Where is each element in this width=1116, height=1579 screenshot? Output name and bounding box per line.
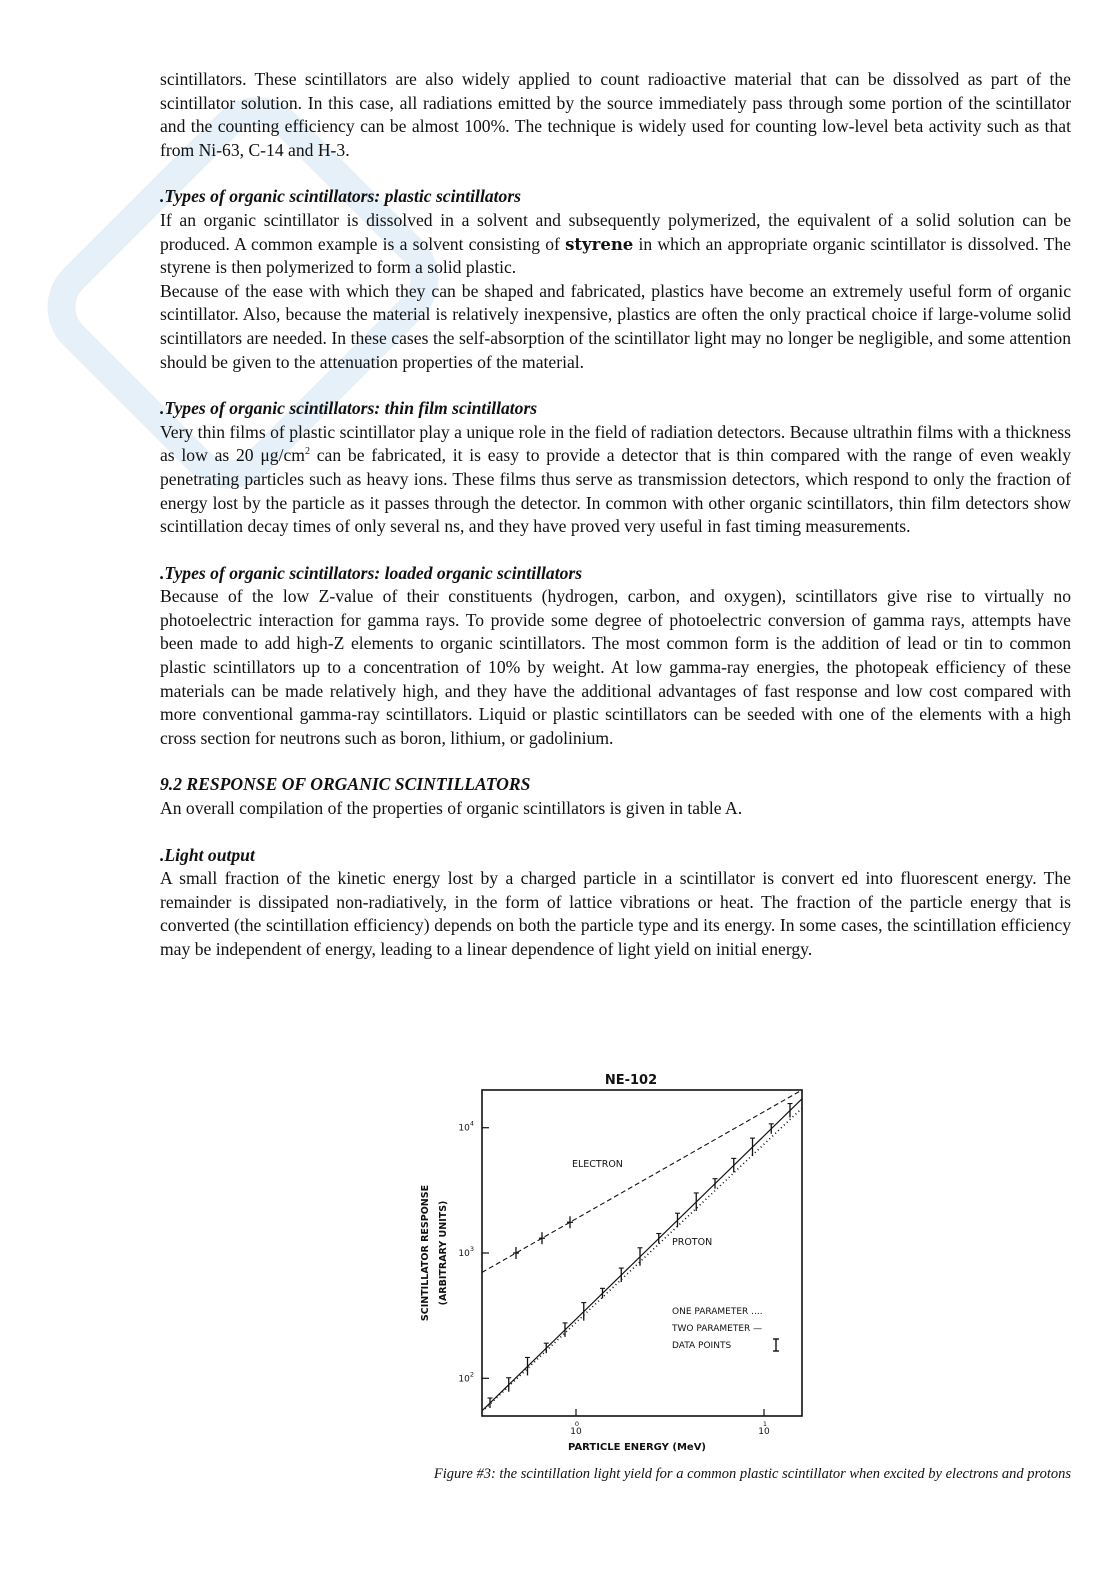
text-run: Very thin films of plastic scintillator play a unique role in the field of radiation detectors. Because ultrathin films with a thickness as low as 20 μg/cm [160,421,1071,466]
x-axis-label: PARTICLE ENERGY (MeV) [567,1442,707,1453]
annotation-proton: PROTON [672,1237,713,1248]
y-axis-label-units: (ARBITRARY UNITS) [438,1200,449,1306]
series-line-proton-one-parameter [485,1108,802,1409]
section-heading: .Types of organic scintillators: loaded organic scintillators [160,562,583,583]
legend-entry: ONE PARAMETER .... [672,1307,763,1317]
annotation-electron: ELECTRON [572,1159,623,1170]
paragraph: A small fraction of the kinetic energy lost by a charged particle in a scintillator is convert ed into fluorescent energy. The remainder is dissipated non-radiatively, in the form of lattice vibrations or heat. The fraction of the particle energy that is converted (the scintillation efficiency) depends on both the particle type and its energy. In some cases, the scintillation efficiency may be independent of energy, leading to a linear dependence of light yield on initial energy. [160,868,1071,959]
x-tick-label: 10 [758,1427,770,1437]
page-body [160,68,1071,962]
paragraph: Because of the ease with which they can be shaped and fabricated, plastics have become an extremely useful form of organic scintillator. Also, because the material is relatively inexpensive, plastics are often the only practical choice if large-volume solid scintillators are needed. In these cases the self-absorption of the scintillator light may no longer be negligible, and some attention should be given to the attenuation properties of the material. [160,280,1071,372]
legend-errorbar-icon [773,1339,779,1351]
paragraph [160,421,1071,539]
figure-chart [412,1068,812,1463]
paragraph [160,209,1071,280]
text-run: in which an appropriate organic scintillator is dissolved. The styrene is then polymerized to form a solid plastic. [160,233,1071,278]
section-heading: .Light output [160,844,255,865]
x-tick-label: 10 [570,1427,582,1437]
section-heading: 9.2 RESPONSE OF ORGANIC SCINTILLATORS [160,774,531,795]
text-run: If an organic scintillator is dissolved in a solvent and subsequently polymerized, the equivalent of a solid solution can be produced. A common example is a solvent consisting of [160,209,1071,254]
legend [671,1307,779,1351]
text-run: can be fabricated, it is easy to provide a detector that is thin compared with the range of even weakly penetrating particles such as heavy ions. These films thus serve as transmission detectors, which respond to only the fraction of energy lost by the particle as it passes through the detector. In common with other organic scintillators, thin film detectors show scintillation decay times of only several ns, and they have proved very useful in fast timing measurements. [160,445,1071,537]
series-line-electron [482,1090,802,1272]
chart-title: NE-102 [604,1073,658,1088]
paragraph: scintillators. These scintillators are also widely applied to count radioactive material that can be dissolved as part of the scintillator solution. In this case, all radiations emitted by the source immediately pass through some portion of the scintillator and the counting efficiency can be almost 100%. The technique is widely used for counting low-level beta activity such as that from Ni-63, C-14 and H-3. [160,69,1071,160]
section-heading: .Types of organic scintillators: plastic scintillators [160,186,522,207]
chart-svg [412,1068,812,1463]
section-heading: .Types of organic scintillators: thin film scintillators [160,398,538,419]
y-tick-label: $10^3$ [458,1245,474,1259]
y-axis-label: SCINTILLATOR RESPONSE [420,1184,431,1322]
bold-term: styrene [565,234,634,254]
figure-caption: Figure #3: the scintillation light yield for a common plastic scintillator when excited by electrons and protons [433,1466,1071,1482]
y-tick-label: $10^4$ [458,1119,474,1134]
legend-entry: TWO PARAMETER — [672,1324,763,1334]
plot-frame [482,1090,802,1416]
legend-entry: DATA POINTS [672,1341,732,1351]
paragraph: Because of the low Z-value of their constituents (hydrogen, carbon, and oxygen), scintillators give rise to virtually no photoelectric interaction for gamma rays. To provide some degree of photoelectric conversion of gamma rays, attempts have been made to add high-Z elements to organic scintillators. The most common form is the addition of lead or tin to common plastic scintillators up to a concentration of 10% by weight. At low gamma-ray energies, the photopeak efficiency of these materials can be made relatively high, and they have the additional advantages of fast response and low cost compared with more conventional gamma-ray scintillators. Liquid or plastic scintillators can be seeded with one of the elements with a high cross section for neutrons such as boron, lithium, or gadolinium. [160,586,1071,748]
y-tick-label: $10^2$ [458,1370,474,1385]
paragraph: An overall compilation of the properties of organic scintillators is given in table A. [160,798,743,819]
x-tick-exponent: 0 [574,1420,580,1428]
x-tick-exponent: 1 [762,1420,768,1428]
series-line-proton [482,1099,802,1411]
superscript: 2 [304,446,310,458]
